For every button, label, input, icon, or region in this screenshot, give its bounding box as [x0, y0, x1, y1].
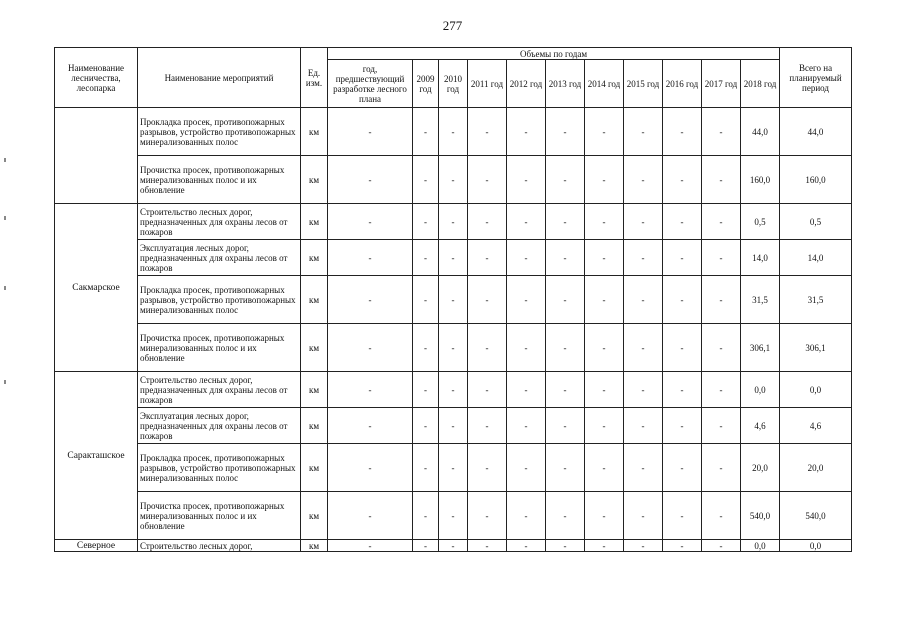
empty-value-cell: - [507, 324, 546, 372]
activity-name-cell: Строительство лесных дорог, предназначенных для охраны лесов от пожаров [138, 372, 301, 408]
activity-name-cell: Прокладка просек, противопожарных разрывов, устройство противопожарных минерализованных полос [138, 444, 301, 492]
page-number: 277 [442, 18, 463, 33]
table-row [55, 240, 852, 276]
empty-value-cell: - [468, 408, 507, 444]
empty-value-cell: - [624, 240, 663, 276]
empty-value-cell: - [546, 204, 585, 240]
header-forestry: Наименование лесничества, лесопарка [55, 48, 138, 108]
total-cell: 0,5 [780, 204, 852, 240]
empty-value-cell: - [468, 276, 507, 324]
empty-value-cell: - [413, 108, 439, 156]
header-year: 2017 год [702, 60, 741, 108]
empty-value-cell: - [546, 408, 585, 444]
unit-cell: км [301, 444, 328, 492]
value-2018-cell: 44,0 [741, 108, 780, 156]
value-2018-cell: 0,0 [741, 540, 780, 552]
table-row [55, 324, 852, 372]
table-row [55, 408, 852, 444]
activity-name-cell: Эксплуатация лесных дорог, предназначенных для охраны лесов от пожаров [138, 408, 301, 444]
empty-value-cell: - [702, 156, 741, 204]
empty-value-cell: - [328, 408, 413, 444]
total-cell: 306,1 [780, 324, 852, 372]
value-2018-cell: 4,6 [741, 408, 780, 444]
empty-value-cell: - [585, 372, 624, 408]
empty-value-cell: - [624, 540, 663, 552]
empty-value-cell: - [468, 240, 507, 276]
empty-value-cell: - [328, 540, 413, 552]
unit-cell: км [301, 156, 328, 204]
empty-value-cell: - [624, 156, 663, 204]
empty-value-cell: - [585, 240, 624, 276]
total-cell: 31,5 [780, 276, 852, 324]
empty-value-cell: - [624, 276, 663, 324]
empty-value-cell: - [663, 324, 702, 372]
empty-value-cell: - [507, 492, 546, 540]
forestry-name-cell: Северное [55, 540, 138, 552]
unit-cell: км [301, 276, 328, 324]
header-year: 2018 год [741, 60, 780, 108]
empty-value-cell: - [413, 156, 439, 204]
empty-value-cell: - [663, 492, 702, 540]
empty-value-cell: - [507, 204, 546, 240]
unit-cell: км [301, 372, 328, 408]
empty-value-cell: - [507, 372, 546, 408]
empty-value-cell: - [439, 156, 468, 204]
header-unit: Ед. изм. [301, 48, 328, 108]
empty-value-cell: - [702, 444, 741, 492]
header-volumes: Объемы по годам [328, 48, 780, 60]
empty-value-cell: - [328, 372, 413, 408]
empty-value-cell: - [413, 204, 439, 240]
empty-value-cell: - [702, 408, 741, 444]
empty-value-cell: - [468, 540, 507, 552]
unit-cell: км [301, 408, 328, 444]
forest-activities-table [54, 47, 852, 552]
empty-value-cell: - [328, 156, 413, 204]
empty-value-cell: - [546, 156, 585, 204]
header-year: 2016 год [663, 60, 702, 108]
total-cell: 160,0 [780, 156, 852, 204]
table-row [55, 156, 852, 204]
activity-name-cell: Эксплуатация лесных дорог, предназначенных для охраны лесов от пожаров [138, 240, 301, 276]
empty-value-cell: - [624, 408, 663, 444]
empty-value-cell: - [585, 156, 624, 204]
empty-value-cell: - [507, 444, 546, 492]
empty-value-cell: - [585, 324, 624, 372]
activity-name-cell: Прочистка просек, противопожарных минерализованных полос и их обновление [138, 324, 301, 372]
empty-value-cell: - [468, 372, 507, 408]
empty-value-cell: - [702, 324, 741, 372]
empty-value-cell: - [585, 444, 624, 492]
empty-value-cell: - [328, 108, 413, 156]
unit-cell: км [301, 204, 328, 240]
forestry-name-cell: Саракташское [55, 372, 138, 540]
empty-value-cell: - [624, 492, 663, 540]
empty-value-cell: - [328, 324, 413, 372]
table-row [55, 540, 852, 552]
empty-value-cell: - [702, 204, 741, 240]
empty-value-cell: - [468, 324, 507, 372]
empty-value-cell: - [702, 240, 741, 276]
total-cell: 14,0 [780, 240, 852, 276]
empty-value-cell: - [413, 540, 439, 552]
empty-value-cell: - [663, 540, 702, 552]
empty-value-cell: - [585, 492, 624, 540]
empty-value-cell: - [663, 108, 702, 156]
empty-value-cell: - [546, 108, 585, 156]
empty-value-cell: - [439, 408, 468, 444]
total-cell: 44,0 [780, 108, 852, 156]
margin-mark [4, 286, 6, 290]
activity-name-cell: Прочистка просек, противопожарных минерализованных полос и их обновление [138, 492, 301, 540]
empty-value-cell: - [702, 540, 741, 552]
table-row [55, 372, 852, 408]
empty-value-cell: - [328, 276, 413, 324]
total-cell: 20,0 [780, 444, 852, 492]
empty-value-cell: - [546, 276, 585, 324]
header-year: 2012 год [507, 60, 546, 108]
empty-value-cell: - [585, 276, 624, 324]
empty-value-cell: - [663, 240, 702, 276]
empty-value-cell: - [413, 444, 439, 492]
unit-cell: км [301, 324, 328, 372]
table-row [55, 108, 852, 156]
empty-value-cell: - [413, 276, 439, 324]
activity-name-cell: Прочистка просек, противопожарных минерализованных полос и их обновление [138, 156, 301, 204]
empty-value-cell: - [585, 540, 624, 552]
empty-value-cell: - [507, 408, 546, 444]
margin-mark [4, 158, 6, 162]
header-year: 2009 год [413, 60, 439, 108]
unit-cell: км [301, 108, 328, 156]
header-year-prev: год, предшествующий разработке лесного плана [328, 60, 413, 108]
empty-value-cell: - [585, 108, 624, 156]
total-cell: 4,6 [780, 408, 852, 444]
value-2018-cell: 540,0 [741, 492, 780, 540]
header-total: Всего на планируемый период [780, 48, 852, 108]
empty-value-cell: - [663, 372, 702, 408]
total-cell: 0,0 [780, 540, 852, 552]
empty-value-cell: - [702, 276, 741, 324]
empty-value-cell: - [624, 108, 663, 156]
empty-value-cell: - [546, 540, 585, 552]
empty-value-cell: - [468, 444, 507, 492]
activity-name-cell: Прокладка просек, противопожарных разрывов, устройство противопожарных минерализованных полос [138, 276, 301, 324]
total-cell: 540,0 [780, 492, 852, 540]
empty-value-cell: - [439, 204, 468, 240]
empty-value-cell: - [439, 444, 468, 492]
empty-value-cell: - [507, 156, 546, 204]
empty-value-cell: - [439, 276, 468, 324]
header-year: 2015 год [624, 60, 663, 108]
empty-value-cell: - [413, 408, 439, 444]
margin-mark [4, 380, 6, 384]
empty-value-cell: - [413, 324, 439, 372]
value-2018-cell: 0,5 [741, 204, 780, 240]
empty-value-cell: - [439, 240, 468, 276]
empty-value-cell: - [439, 324, 468, 372]
empty-value-cell: - [507, 108, 546, 156]
empty-value-cell: - [702, 108, 741, 156]
empty-value-cell: - [328, 492, 413, 540]
forestry-name-cell [55, 108, 138, 204]
activity-name-cell: Строительство лесных дорог, предназначенных для охраны лесов от пожаров [138, 204, 301, 240]
total-cell: 0,0 [780, 372, 852, 408]
empty-value-cell: - [439, 108, 468, 156]
empty-value-cell: - [468, 108, 507, 156]
empty-value-cell: - [663, 156, 702, 204]
activity-name-cell: Строительство лесных дорог, [138, 540, 301, 552]
empty-value-cell: - [413, 372, 439, 408]
empty-value-cell: - [585, 408, 624, 444]
table-row [55, 276, 852, 324]
empty-value-cell: - [507, 540, 546, 552]
unit-cell: км [301, 492, 328, 540]
empty-value-cell: - [328, 240, 413, 276]
value-2018-cell: 31,5 [741, 276, 780, 324]
margin-mark [4, 216, 6, 220]
value-2018-cell: 20,0 [741, 444, 780, 492]
unit-cell: км [301, 540, 328, 552]
empty-value-cell: - [663, 276, 702, 324]
empty-value-cell: - [413, 240, 439, 276]
empty-value-cell: - [546, 372, 585, 408]
empty-value-cell: - [546, 240, 585, 276]
table-row [55, 444, 852, 492]
empty-value-cell: - [702, 372, 741, 408]
empty-value-cell: - [624, 324, 663, 372]
activity-name-cell: Прокладка просек, противопожарных разрывов, устройство противопожарных минерализованных полос [138, 108, 301, 156]
value-2018-cell: 0,0 [741, 372, 780, 408]
empty-value-cell: - [507, 240, 546, 276]
empty-value-cell: - [546, 492, 585, 540]
value-2018-cell: 306,1 [741, 324, 780, 372]
empty-value-cell: - [328, 204, 413, 240]
empty-value-cell: - [468, 204, 507, 240]
header-year: 2010 год [439, 60, 468, 108]
empty-value-cell: - [439, 492, 468, 540]
value-2018-cell: 160,0 [741, 156, 780, 204]
table-row [55, 492, 852, 540]
empty-value-cell: - [328, 444, 413, 492]
empty-value-cell: - [439, 372, 468, 408]
empty-value-cell: - [624, 372, 663, 408]
empty-value-cell: - [468, 492, 507, 540]
table-row [55, 204, 852, 240]
empty-value-cell: - [585, 204, 624, 240]
empty-value-cell: - [663, 444, 702, 492]
empty-value-cell: - [663, 408, 702, 444]
header-activity: Наименование мероприятий [138, 48, 301, 108]
empty-value-cell: - [546, 444, 585, 492]
empty-value-cell: - [624, 204, 663, 240]
header-year: 2013 год [546, 60, 585, 108]
forestry-name-cell: Сакмарское [55, 204, 138, 372]
empty-value-cell: - [663, 204, 702, 240]
empty-value-cell: - [439, 540, 468, 552]
empty-value-cell: - [546, 324, 585, 372]
empty-value-cell: - [624, 444, 663, 492]
value-2018-cell: 14,0 [741, 240, 780, 276]
header-year: 2014 год [585, 60, 624, 108]
header-year: 2011 год [468, 60, 507, 108]
empty-value-cell: - [413, 492, 439, 540]
empty-value-cell: - [507, 276, 546, 324]
unit-cell: км [301, 240, 328, 276]
empty-value-cell: - [468, 156, 507, 204]
empty-value-cell: - [702, 492, 741, 540]
